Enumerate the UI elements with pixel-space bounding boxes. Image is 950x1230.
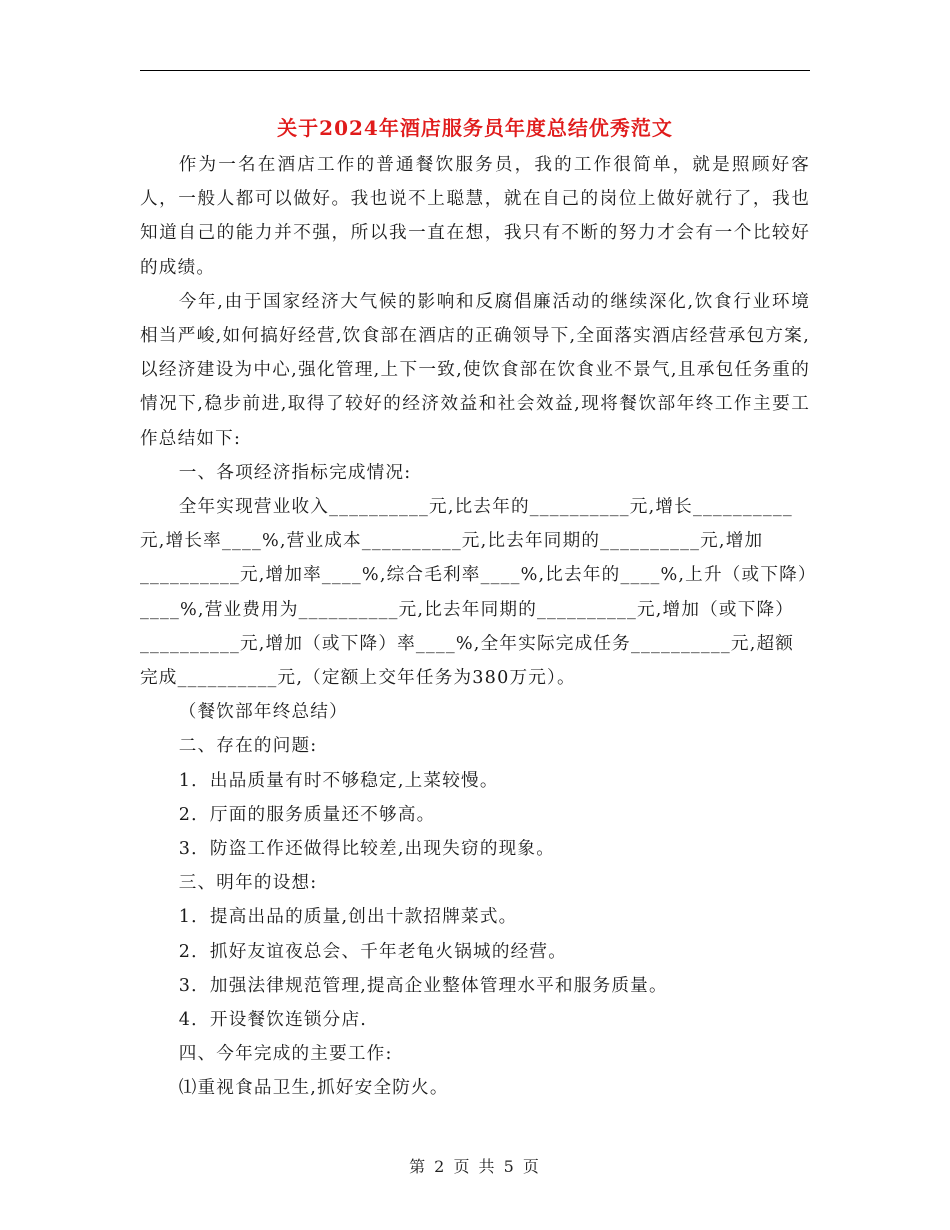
document-title: 关于2024年酒店服务员年度总结优秀范文 [277,116,673,140]
intro-paragraph: 作为一名在酒店工作的普通餐饮服务员，我的工作很简单，就是照顾好客人，一般人都可以做好。我也说不上聪慧，就在自己的岗位上做好就行了，我也知道自己的能力并不强，所以我一直在想，我只有不断的努力才会有一个比较好的成绩。 [140,155,810,278]
work-item: ⑴重视食品卫生,抓好安全防火。 [178,1078,449,1099]
overview-paragraph: 今年,由于国家经济大气候的影响和反腐倡廉活动的继续深化,饮食行业环境相当严峻,如何搞好经营,饮食部在酒店的正确领导下,全面落实酒店经营承包方案,以经济建设为中心,强化管理,上下一致,使饮食部在饮食业不景气,且承包任务重的情况下,稳步前进,取得了较好的经济效益和社会效益,现将餐饮部年终工作主要工作总结如下: [140,291,810,449]
section-heading-indicators: 一、各项经济指标完成情况: [178,462,412,483]
plan-item: 1．提高出品的质量,创出十款招牌菜式。 [178,907,518,928]
problem-item: 2．厅面的服务质量还不够高。 [178,804,436,825]
section-heading-problems: 二、存在的问题: [178,736,318,757]
plan-item: 2．抓好友谊夜总会、千年老龟火锅城的经营。 [178,941,567,962]
plan-item: 4．开设餐饮连锁分店. [178,1010,368,1031]
header-rule [140,70,810,71]
problem-item: 1．出品质量有时不够稳定,上菜较慢。 [178,770,499,791]
indicators-paragraph: 全年实现营业收入__________元,比去年的__________元,增长__________元,增长率____%,营业成本__________元,比去年同期的__________元,增加__________元,增加率____%,综合毛利率____%,比去年的____%,上升（或下降）____%,营业费用为__________元,比去年同期的__________元,增加（或下降）__________元,增加（或下降）率____%,全年实际完成任务__________元,超额完成__________元,（定额上交年任务为380万元）。 [140,497,808,689]
section-heading-work: 四、今年完成的主要工作: [178,1044,393,1065]
page-number-footer: 第 2 页 共 5 页 [409,1157,541,1176]
source-note: （餐饮部年终总结） [178,702,348,723]
section-heading-plans: 三、明年的设想: [178,873,318,894]
plan-item: 3．加强法律规范管理,提高企业整体管理水平和服务质量。 [178,975,668,996]
document-body [140,148,810,1106]
problem-item: 3．防盗工作还做得比较差,出现失窃的现象。 [178,839,555,860]
